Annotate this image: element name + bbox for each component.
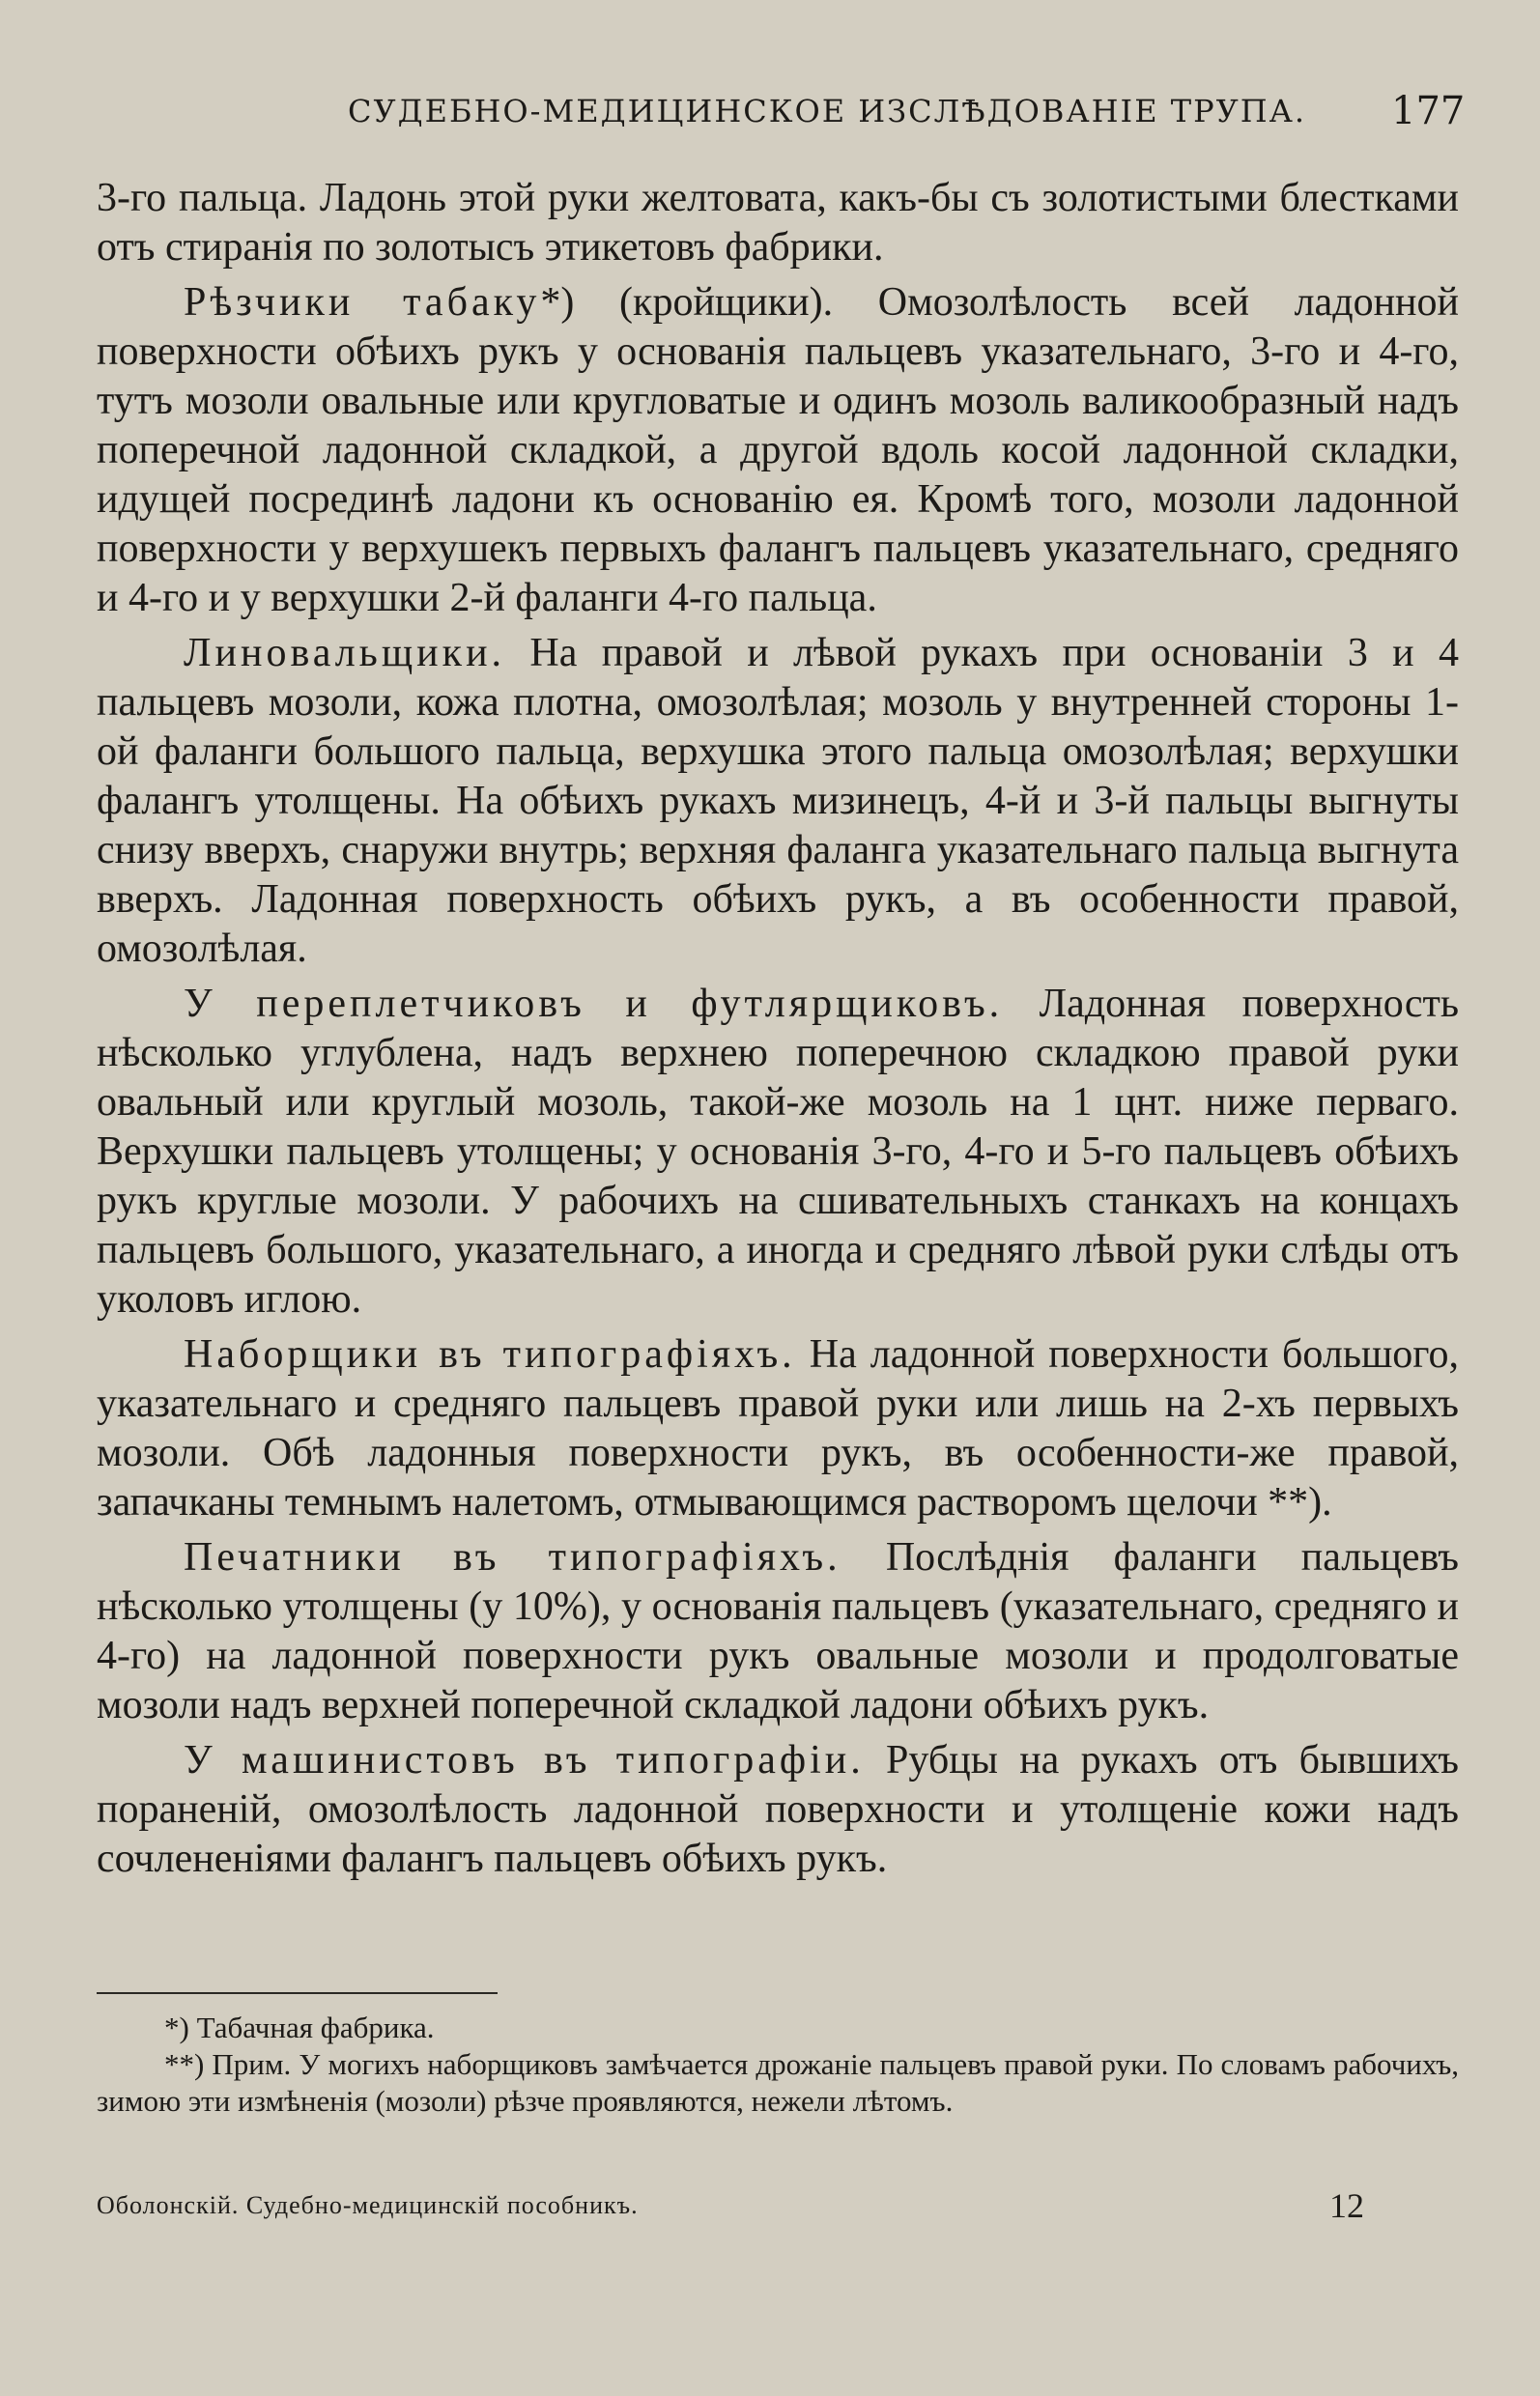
paragraph (97, 980, 1459, 1325)
paragraph (97, 1736, 1459, 1884)
paragraph-text: На ладонной поверхности большого, указательнаго и средняго пальцевъ правой руки или лишь на 2-хъ первыхъ мозоли. Обѣ ладонныя поверхности рукъ, въ особенности-же правой, запачканы темнымъ налетомъ, отмывающимся растворомъ щелочи **). (97, 1332, 1459, 1525)
paragraph-lead: Линовальщики. (184, 631, 506, 675)
paragraph-lead: Наборщики въ типографіяхъ. (184, 1332, 796, 1377)
paragraph-text: На правой и лѣвой рукахъ при основаніи 3 и 4 пальцевъ мозоли, кожа плотна, омозолѣлая; мозоль у внутренней стороны 1-ой фаланги большого пальца, верхушка этого пальца омозолѣлая; верхушки фалангъ утолщены. На обѣихъ рукахъ мизинецъ, 4-й и 3-й пальцы выгнуты снизу вверхъ, снаружи внутрь; верхняя фаланга указательнаго пальца выгнута вверхъ. Ладонная поверхность обѣихъ рукъ, а въ особенности правой, омозолѣлая. (97, 631, 1459, 971)
footnote-divider (97, 1992, 498, 1994)
footnotes (97, 2010, 1459, 2120)
paragraph-text: 3-го пальца. Ладонь этой руки желтовата, какъ-бы съ золотистыми блестками отъ стиранія по золотысъ этикетовъ фабрики. (97, 176, 1459, 270)
paragraph-text: *) (кройщики). Омозолѣлость всей ладонной поверхности обѣихъ рукъ у основанія пальцевъ указательнаго, 3-го и 4-го, тутъ мозоли овальные или кругловатые и одинъ мозоль валикообразный надъ поперечной ладонной складкой, а другой вдоль косой ладонной складки, идущей посрединѣ ладони къ основанію ея. Кромѣ того, мозоли ладонной поверхности у верхушекъ первыхъ фалангъ пальцевъ указательнаго, средняго и 4-го и у верхушки 2-й фаланги 4-го пальца. (97, 280, 1459, 620)
footnote-mark: *) (164, 2011, 189, 2044)
body-text (97, 174, 1459, 1890)
paragraph-lead: У машинистовъ въ типографіи. (184, 1738, 865, 1783)
footnote (97, 2010, 1459, 2046)
running-title: СУДЕБНО-МЕДИЦИНСКОЕ ИЗСЛѢДОВАНІЕ ТРУПА. (348, 93, 1307, 129)
paragraph (97, 1330, 1459, 1527)
paragraph-text: Рубцы на рукахъ отъ бывшихъ пораненій, омозолѣлость ладонной поверхности и утолщеніе кожи надъ сочлененіями фалангъ пальцевъ обѣихъ рукъ. (97, 1738, 1459, 1881)
paragraph-lead: Печатники въ типографіяхъ. (184, 1535, 841, 1580)
footnote-text: Табачная фабрика. (188, 2011, 435, 2044)
signature-mark: 12 (1329, 2186, 1364, 2225)
paragraph (97, 629, 1459, 974)
paragraph (97, 278, 1459, 623)
footnote-mark: **) (164, 2047, 205, 2081)
footnote (97, 2046, 1459, 2120)
paragraph-lead: У переплетчиковъ и футлярщиковъ. (184, 982, 1004, 1026)
paragraph-text: Ладонная поверхность нѣсколько углублена, надъ верхнею поперечною складкою правой руки овальный или круглый мозоль, такой-же мозоль на 1 цнт. ниже перваго. Верхушки пальцевъ утолщены; у основанія 3-го, 4-го и 5-го пальцевъ обѣихъ рукъ круглые мозоли. У рабочихъ на сшивательныхъ станкахъ на концахъ пальцевъ большого, указательнаго, а иногда и средняго лѣвой руки слѣды отъ уколовъ иглою. (97, 982, 1459, 1322)
paragraph (97, 174, 1459, 272)
page-number: 177 (1391, 89, 1466, 133)
paragraph-text: Послѣднія фаланги пальцевъ нѣсколько утолщены (у 10%), у основанія пальцевъ (указательнаго, средняго и 4-го) на ладонной поверхности рукъ овальные мозоли и продолговатые мозоли надъ верхней поперечной складкой ладони обѣихъ рукъ. (97, 1535, 1459, 1727)
colophon: Оболонскій. Судебно-медицинскій пособникъ. (97, 2191, 639, 2219)
paragraph (97, 1533, 1459, 1730)
footnote-text: Прим. У могихъ наборщиковъ замѣчается дрожаніе пальцевъ правой руки. По словамъ рабочихъ, зимою эти измѣненія (мозоли) рѣзче проявляются, нежели лѣтомъ. (97, 2047, 1459, 2118)
paragraph-lead: Рѣзчики табаку (184, 280, 541, 325)
